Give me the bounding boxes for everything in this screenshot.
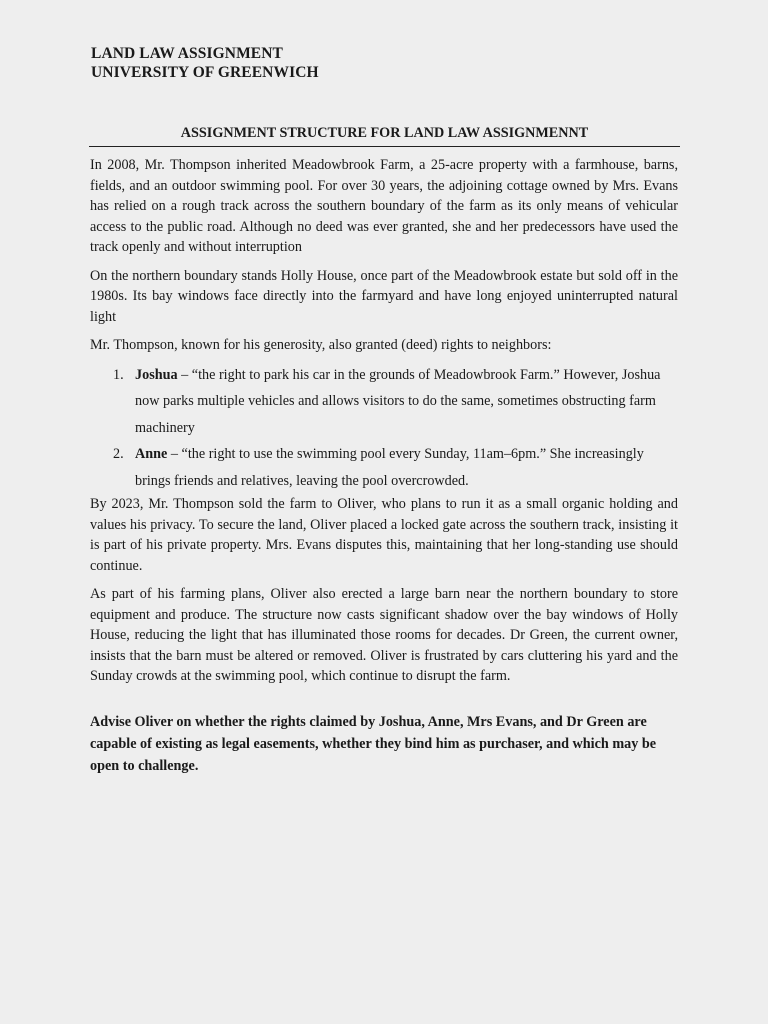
list-item <box>90 362 678 442</box>
paragraph-barn: As part of his farming plans, Oliver also erected a large barn near the northern boundary to store equipment and produce. The structure now casts significant shadow over the bay windows of Holly House, reducing the light that has illuminated those rooms for decades. Dr Green, the current owner, insists that the barn must be altered or removed. Oliver is frustrated by cars cluttering his yard and the Sunday crowds at the swimming pool, which continue to disrupt the farm. <box>90 586 678 684</box>
document-body <box>90 155 678 785</box>
right-description: – “the right to use the swimming pool every Sunday, 11am–6pm.” She increasingly <box>167 446 644 462</box>
title-underline <box>89 146 680 147</box>
university-name: UNIVERSITY OF GREENWICH <box>91 64 319 81</box>
right-holder-name: Anne <box>135 446 168 462</box>
course-title: LAND LAW ASSIGNMENT <box>91 45 283 62</box>
right-description-continued: brings friends and relatives, leaving the pool overcrowded. <box>135 472 469 489</box>
paragraph-holly-house: On the northern boundary stands Holly House, once part of the Meadowbrook estate but sold off in the 1980s. Its bay windows face directly into the farmyard and have long enjoyed uninterrupted natural light <box>90 267 678 325</box>
right-description-continued: machinery <box>135 419 195 436</box>
paragraph-sale-to-oliver: By 2023, Mr. Thompson sold the farm to Oliver, who plans to run it as a small organic holding and values his privacy. To secure the land, Oliver placed a locked gate across the southern track, insisting it is part of his private property. Mrs. Evans disputes this, maintaining that her long-standing use should continue. <box>90 496 678 574</box>
list-item <box>90 441 678 494</box>
right-description: – “the right to park his car in the grounds of Meadowbrook Farm.” However, Joshua <box>177 366 661 383</box>
list-number: 1. <box>113 366 124 383</box>
rights-list <box>90 362 678 495</box>
document-header <box>91 44 319 82</box>
right-holder-name: Joshua <box>135 366 178 383</box>
right-description-continued: now parks multiple vehicles and allows visitors to do the same, sometimes obstructing farm <box>135 393 656 409</box>
assignment-question: Advise Oliver on whether the rights claimed by Joshua, Anne, Mrs Evans, and Dr Green are capable of existing as legal easements, whether they bind him as purchaser, and which may be open to challenge. <box>90 713 657 774</box>
list-number: 2. <box>113 446 124 462</box>
document-title: ASSIGNMENT STRUCTURE FOR LAND LAW ASSIGNMENNT <box>180 125 589 141</box>
paragraph-rights-intro: Mr. Thompson, known for his generosity, also granted (deed) rights to neighbors: <box>90 337 552 353</box>
paragraph-inheritance: In 2008, Mr. Thompson inherited Meadowbrook Farm, a 25-acre property with a farmhouse, barns, fields, and an outdoor swimming pool. For over 30 years, the adjoining cottage owned by Mrs. Evans has relied on a rough track across the southern boundary of the farm as its only means of vehicular access to the public road. Although no deed was ever granted, she and her predecessors have used the track openly and without interruption <box>90 157 678 255</box>
